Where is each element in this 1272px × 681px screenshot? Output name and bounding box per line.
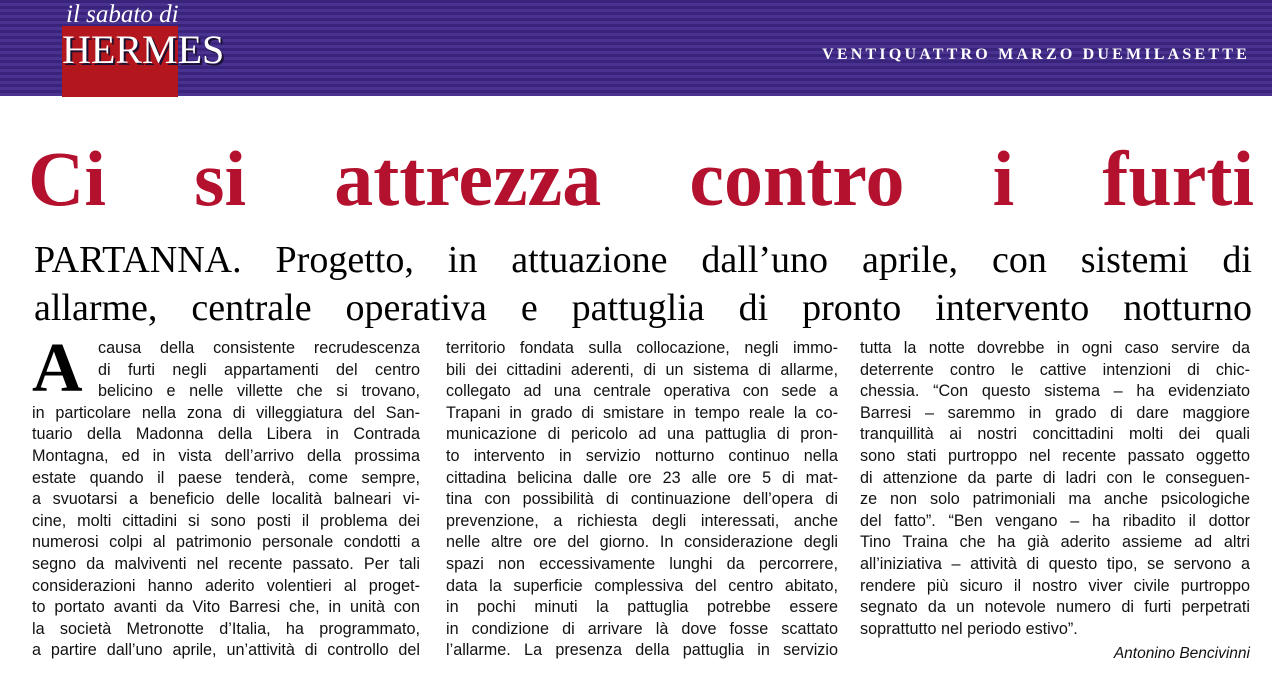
article-line: to portato avanti da Vito Barresi che, in unità con: [32, 598, 420, 617]
article-line: Trapani in grado di smistare in tempo reale la co-: [446, 403, 838, 422]
article-line: belicino e nelle villette che si trovano,: [98, 382, 420, 401]
issue-date: VENTIQUATTRO MARZO DUEMILASETTE: [822, 46, 1250, 63]
article-line: di furti negli appartamenti del centro: [98, 360, 420, 379]
article-line: in particolare nella zona di villeggiatura del San-: [32, 403, 420, 422]
article-line: prevenzione, a richiesta degli interessati, anche: [446, 511, 838, 530]
article-line: la società Metronotte d’Italia, ha programmato,: [32, 619, 420, 638]
article-line: to intervento in servizio notturno continuo nella: [446, 446, 838, 465]
article-line: ze non solo patrimoniali ma anche psicologiche: [860, 490, 1250, 509]
article-line: in pochi minuti la pattuglia potrebbe essere: [446, 598, 838, 617]
article-line: Tino Traina che ha già aderito assieme ad altri: [860, 533, 1250, 552]
author-signature: Antonino Bencivinni: [1113, 645, 1250, 662]
article-line: segnato da un notevole numero di furti perpetrati: [860, 598, 1250, 617]
article-line: data la superficie complessiva del centro abitato,: [446, 576, 838, 595]
article-line: collegato ad una centrale operativa con sede a: [446, 382, 838, 401]
article-line: numerosi colpi al patrimonio personale condotti a: [32, 533, 420, 552]
article-line: estate quando il paese tenderà, come sempre,: [32, 468, 420, 487]
article-line: Montagna, ed in vista dell’arrivo della prossima: [32, 446, 420, 465]
subheadline: [34, 236, 1252, 332]
article-line: municazione di pericolo ad una pattuglia di pron-: [446, 425, 838, 444]
article-line: chessia. “Con questo sistema – ha evidenziato: [860, 382, 1250, 401]
article-line: territorio fondata sulla collocazione, negli immo-: [446, 339, 838, 357]
article-line: considerazioni hanno aderito volentieri al proget-: [32, 576, 420, 595]
article-line: causa della consistente recrudescenza: [98, 339, 420, 357]
article-line: tutta la notte dovrebbe in ogni caso servire da: [860, 339, 1250, 357]
article-line: cittadina belicina dalle ore 23 alle ore 5 di mat-: [446, 468, 838, 487]
article-line: spazi non eccessivamente lunghi da percorrere,: [446, 554, 838, 573]
article-line: Barresi – saremmo in grado di dare maggiore: [860, 403, 1250, 422]
article-line: del fatto”. “Ben vengano – ha ribadito il dottor: [860, 511, 1250, 530]
article-line: segno da malviventi nel recente passato. Per tali: [32, 554, 420, 573]
article-column-2: [446, 338, 838, 662]
article-line: di attenzione da parte di ladri con le conseguen-: [860, 468, 1250, 487]
article-line: tina con possibilità di continuazione dell’opera di: [446, 490, 838, 509]
article-line: a svuotarsi a beneficio delle località balneari vi-: [32, 490, 420, 509]
article-line: nelle altre ore del giorno. In considerazione degli: [446, 533, 838, 552]
subheadline-line: PARTANNA. Progetto, in attuazione dall’uno aprile, con sistemi di: [34, 239, 1252, 281]
article-line: cine, molti cittadini si sono posti il problema dei: [32, 511, 420, 530]
article-line: tuario della Madonna della Libera in Contrada: [32, 425, 420, 444]
article-line: a partire dall’uno aprile, un’attività di controllo del: [32, 641, 420, 660]
article-line: tranquillità ai nostri concittadini molti dei quali: [860, 425, 1250, 444]
logo-subtitle: il sabato di: [66, 1, 179, 28]
article-line: rendere più sicuro il nostro viver civile purtroppo: [860, 576, 1250, 595]
article-line: in condizione di arrivare là dove fosse scattato: [446, 619, 838, 638]
article-line: soprattutto nel periodo estivo”.: [860, 619, 1078, 638]
article-line: bili dei cittadini aderenti, di un sistema di allarme,: [446, 360, 838, 379]
drop-cap: A: [32, 330, 83, 407]
article-line: l’allarme. La presenza della pattuglia in servizio: [446, 641, 838, 660]
article-line: deterrente contro le cattive intenzioni di chic-: [860, 360, 1250, 379]
logo-title: HERMES: [62, 27, 225, 72]
article-line: all’iniziativa – attività di questo tipo, se servono a: [860, 554, 1250, 573]
subheadline-line: allarme, centrale operativa e pattuglia di pronto intervento notturno: [34, 287, 1252, 329]
article-column-3: [860, 338, 1250, 640]
headline: Ci si attrezza contro i furti: [28, 135, 1254, 222]
article-column-1: [32, 330, 420, 662]
article-line: sono stati purtroppo nel recente passato oggetto: [860, 446, 1250, 465]
